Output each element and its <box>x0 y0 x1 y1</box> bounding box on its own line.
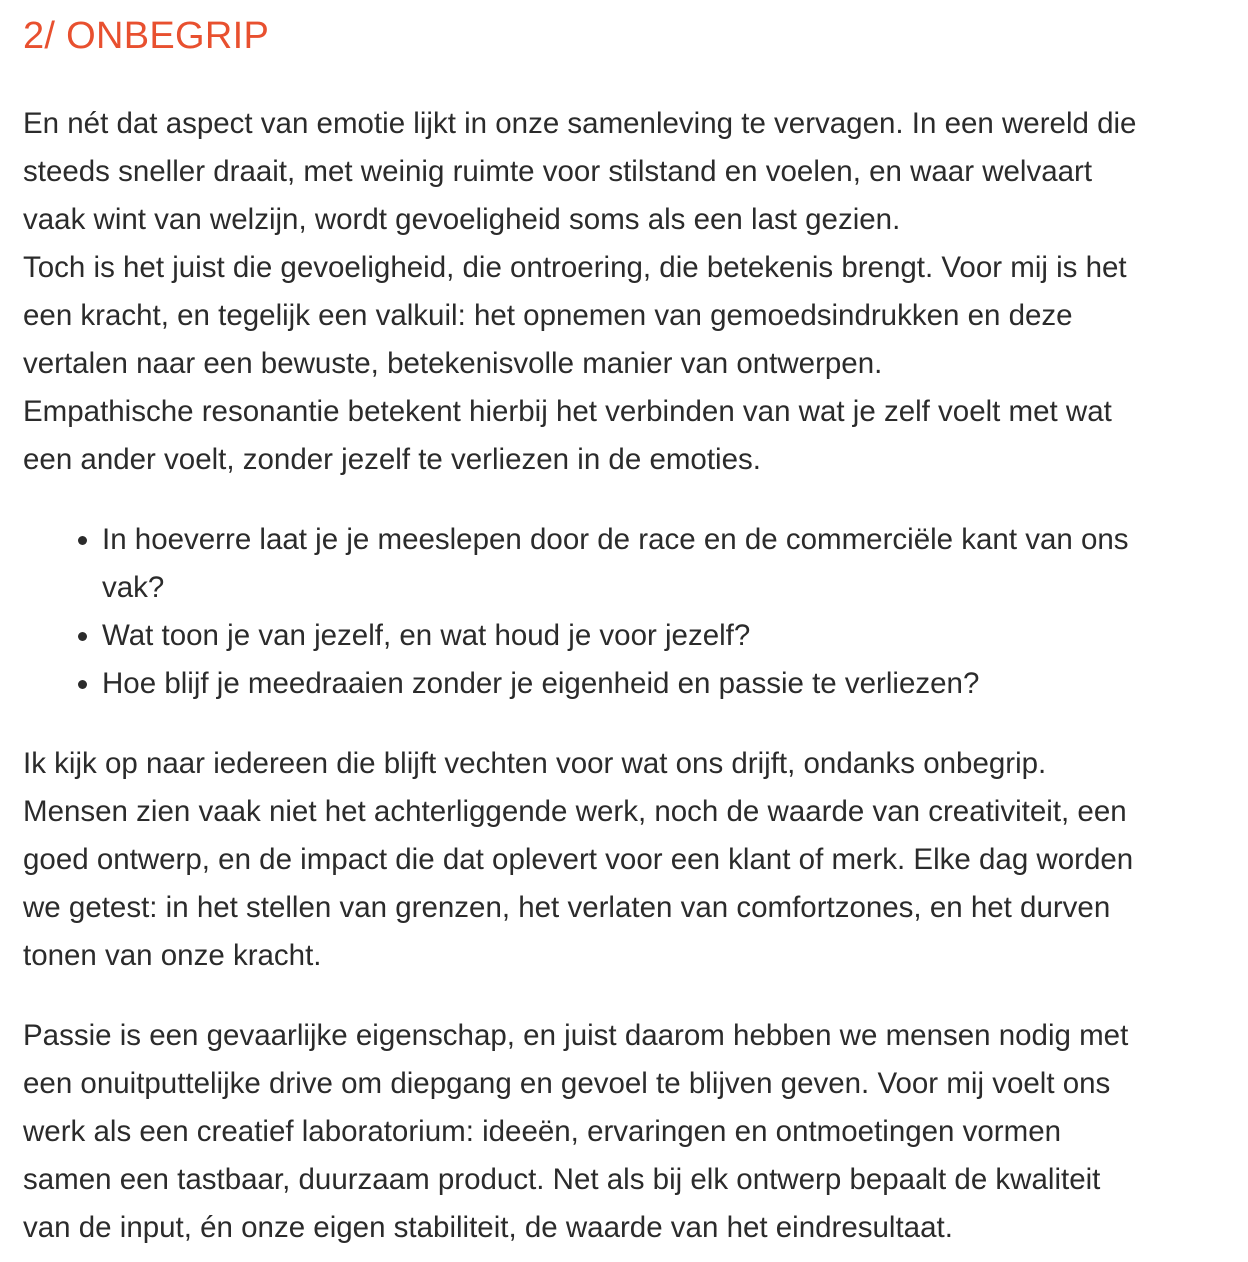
list-item <box>102 516 1228 612</box>
paragraph-line: vaak wint van welzijn, wordt gevoeligheid soms als een last gezien. <box>23 203 901 236</box>
list-item <box>102 660 1228 708</box>
section-heading: 2/ ONBEGRIP <box>23 15 270 57</box>
paragraph-line: Mensen zien vaak niet het achterliggende werk, noch de waarde van creativiteit, een <box>23 795 1127 828</box>
paragraph-line: Empathische resonantie betekent hierbij het verbinden van wat je zelf voelt met wat <box>23 395 1112 428</box>
list-item <box>102 612 1228 660</box>
paragraph-line: steeds sneller draait, met weinig ruimte voor stilstand en voelen, en waar welvaart <box>23 155 1093 188</box>
list-item-line: Wat toon je van jezelf, en wat houd je voor jezelf? <box>102 619 751 652</box>
body-paragraph-2 <box>23 740 1228 980</box>
paragraph-line: goed ontwerp, en de impact die dat oplevert voor een klant of merk. Elke dag worden <box>23 843 1134 876</box>
paragraph-line: tonen van onze kracht. <box>23 939 322 972</box>
paragraph-line: Passie is een gevaarlijke eigenschap, en juist daarom hebben we mensen nodig met <box>23 1019 1129 1052</box>
paragraph-line: vertalen naar een bewuste, betekenisvolle manier van ontwerpen. <box>23 347 883 380</box>
intro-paragraph <box>23 100 1228 484</box>
question-list <box>23 516 1228 708</box>
paragraph-line: we getest: in het stellen van grenzen, het verlaten van comfortzones, en het durven <box>23 891 1111 924</box>
paragraph-line: een ander voelt, zonder jezelf te verliezen in de emoties. <box>23 443 761 476</box>
list-item-line: Hoe blijf je meedraaien zonder je eigenheid en passie te verliezen? <box>102 667 980 700</box>
paragraph-line: werk als een creatief laboratorium: ideeën, ervaringen en ontmoetingen vormen <box>23 1115 1062 1148</box>
paragraph-line: Ik kijk op naar iedereen die blijft vechten voor wat ons drijft, ondanks onbegrip. <box>23 747 1047 780</box>
paragraph-line: een kracht, en tegelijk een valkuil: het opnemen van gemoedsindrukken en deze <box>23 299 1073 332</box>
paragraph-line: samen een tastbaar, duurzaam product. Net als bij elk ontwerp bepaalt de kwaliteit <box>23 1163 1101 1196</box>
paragraph-line: En nét dat aspect van emotie lijkt in onze samenleving te vervagen. In een wereld die <box>23 107 1137 140</box>
list-item-line: vak? <box>102 571 165 604</box>
paragraph-line: een onuitputtelijke drive om diepgang en gevoel te blijven geven. Voor mij voelt ons <box>23 1067 1111 1100</box>
article-section <box>23 0 1228 1252</box>
list-item-line: In hoeverre laat je je meeslepen door de race en de commerciële kant van ons <box>102 523 1129 556</box>
paragraph-line: Toch is het juist die gevoeligheid, die ontroering, die betekenis brengt. Voor mij is het <box>23 251 1127 284</box>
paragraph-line: van de input, én onze eigen stabiliteit, de waarde van het eindresultaat. <box>23 1211 953 1244</box>
body-paragraph-3 <box>23 1012 1228 1252</box>
